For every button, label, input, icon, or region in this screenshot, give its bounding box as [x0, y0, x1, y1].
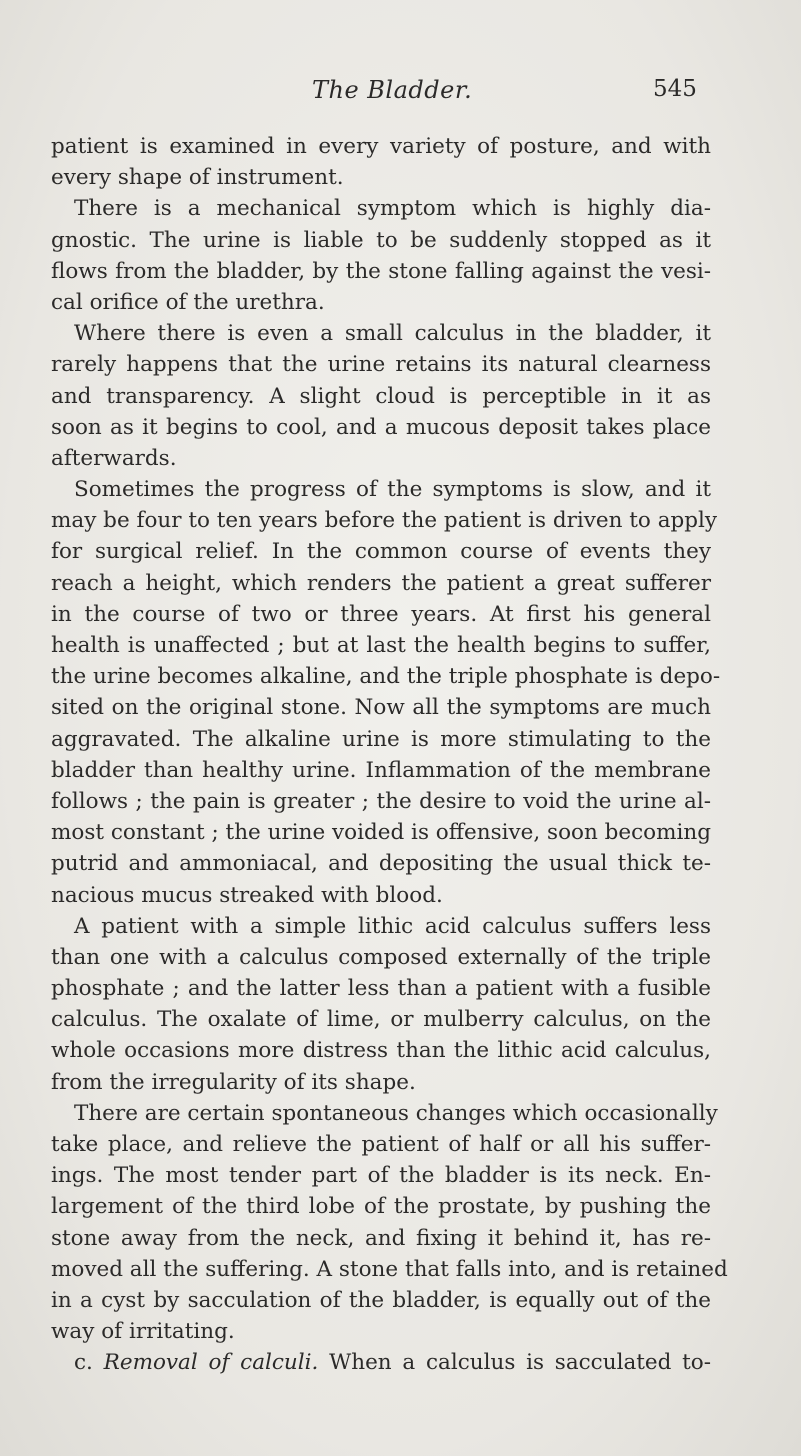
text-line: moved all the suffering. A stone that falls into, and is retained — [51, 1256, 728, 1282]
text-line: calculus. The oxalate of lime, or mulberry calculus, on the — [51, 1007, 711, 1033]
text-line: for surgical relief. In the common course of events they — [51, 539, 711, 565]
text-line: whole occasions more distress than the lithic acid calculus, — [51, 1038, 711, 1064]
text-line: follows ; the pain is greater ; the desire to void the urine al- — [51, 788, 711, 814]
body-text — [51, 131, 728, 1379]
text-line: When a calculus is sacculated to- — [329, 1350, 711, 1376]
text-line: most constant ; the urine voided is offensive, soon becoming — [51, 820, 711, 846]
text-line: patient is examined in every variety of posture, and with — [51, 134, 711, 159]
text-line: A patient with a simple lithic acid calculus suffers less — [74, 913, 711, 939]
text-line: cal orifice of the urethra. — [51, 289, 325, 315]
text-line: putrid and ammoniacal, and depositing the usual thick te- — [51, 851, 711, 877]
text-line: Sometimes the progress of the symptoms is slow, and it — [74, 477, 711, 503]
text-line: There are certain spontaneous changes which occasionally — [74, 1100, 718, 1126]
text-line: and transparency. A slight cloud is perceptible in it as — [51, 383, 711, 409]
text-line: take place, and relieve the patient of half or all his suffer- — [51, 1132, 711, 1157]
text-line: aggravated. The alkaline urine is more stimulating to the — [51, 726, 711, 752]
text-line: sited on the original stone. Now all the symptoms are much — [51, 695, 711, 721]
text-line: bladder than healthy urine. Inflammation of the membrane — [51, 757, 711, 783]
text-line: flows from the bladder, by the stone falling against the vesi- — [51, 258, 711, 284]
text-line: There is a mechanical symptom which is highly dia- — [74, 196, 711, 222]
text-line: phosphate ; and the latter less than a patient with a fusible — [51, 976, 711, 1002]
text-line: reach a height, which renders the patient a great sufferer — [51, 570, 711, 596]
text-line: in a cyst by sacculation of the bladder, is equally out of the — [51, 1287, 711, 1313]
text-line: rarely happens that the urine retains its natural clearness — [51, 352, 711, 378]
text-line: stone away from the neck, and fixing it behind it, has re- — [51, 1225, 711, 1251]
page-header — [0, 74, 801, 108]
text-line: way of irritating. — [51, 1319, 235, 1345]
text-line: Where there is even a small calculus in the bladder, it — [74, 321, 711, 347]
text-line: soon as it begins to cool, and a mucous deposit takes place — [51, 414, 711, 440]
text-line: gnostic. The urine is liable to be suddenly stopped as it — [51, 227, 711, 253]
text-line: largement of the third lobe of the prostate, by pushing the — [51, 1194, 711, 1220]
section-heading-line — [51, 1347, 711, 1378]
text-line: may be four to ten years before the patient is driven to apply — [51, 508, 718, 534]
text-line: every shape of instrument. — [51, 165, 344, 191]
text-line: nacious mucus streaked with blood. — [51, 882, 443, 908]
text-line: than one with a calculus composed externally of the triple — [51, 944, 711, 970]
running-title: The Bladder. — [312, 76, 473, 104]
text-line: afterwards. — [51, 445, 177, 471]
page-number: 545 — [653, 76, 697, 102]
text-line: ings. The most tender part of the bladder is its neck. En- — [51, 1163, 711, 1189]
section-heading: Removal of calculi. — [103, 1350, 319, 1376]
section-label: c. — [74, 1350, 93, 1376]
text-line: the urine becomes alkaline, and the triple phosphate is depo- — [51, 664, 721, 690]
text-line: in the course of two or three years. At first his general — [51, 601, 711, 627]
text-line: from the irregularity of its shape. — [51, 1069, 416, 1095]
text-line: health is unaffected ; but at last the health begins to suffer, — [51, 633, 711, 658]
